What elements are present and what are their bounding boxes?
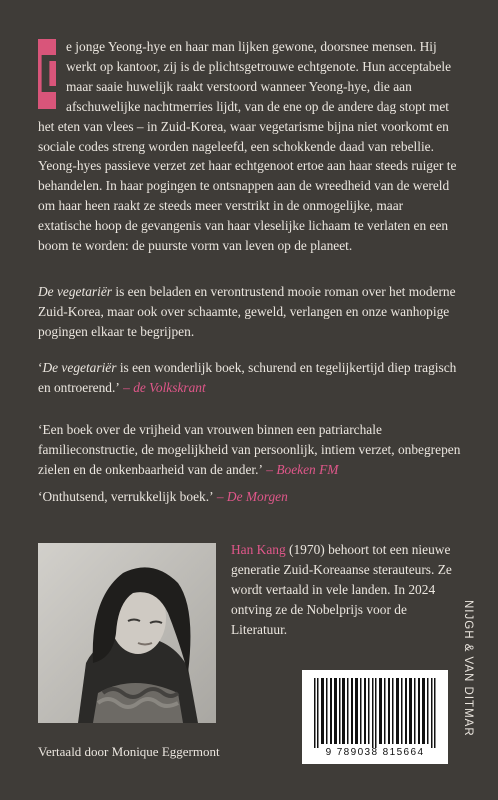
author-bio [231,540,466,640]
author-photo [38,543,216,723]
quote-open-mark: ‘ [38,360,43,375]
review-quote-1 [38,358,468,398]
summary-paragraph [38,282,458,342]
translator-credit: Vertaald door Monique Eggermont [38,744,220,759]
quote-text: ‘Een boek over de vrijheid van vrouwen binnen een patriarchale familieconstructie, de mogelijkheid van persoonlijk, intiem verzet, onbegrepen zielen en de onkenbaarheid van de ander.’ [38,422,461,477]
author-bio-text: (1970) behoort tot een nieuwe generatie Zuid-Koreaanse sterauteurs. Ze wordt vertaald in vele landen. In 2024 ontving ze de Nobelprijs voor de Literatuur. [231,542,452,637]
quote-text: ‘Onthutsend, verrukkelijk boek.’ [38,489,214,504]
drop-cap: D [38,39,56,109]
quote-book-title: De vegetariër [42,360,117,375]
quote-text: is een wonderlijk boek, schurend en tegelijkertijd diep tragisch en ontroerend.’ [38,360,457,395]
review-quote-3 [38,487,468,507]
isbn-barcode [302,670,448,764]
summary-text: is een beladen en verontrustend mooie roman over het moderne Zuid-Korea, maar ook over schaamte, geweld, verlangen en onze wanhopige pogingen elkaar te begrijpen. [38,284,456,339]
blurb-text: e jonge Yeong-hye en haar man lijken gewone, doorsnee mensen. Hij werkt op kantoor, zij is de plichtsgetrouwe echtgenote. Hun acceptabele maar saaie huwelijk raakt verstoord wanneer Yeong-hye, die aan afschuwelijke nachtmerries lijdt, van de ene op de andere dag stopt met het eten van vlees – in Zuid-Korea, waar vegetarisme bijna niet voorkomt en sociale codes streng worden nageleefd, een schokkende daad van rebellie. Yeong-hyes passieve verzet zet haar echtgenoot ertoe aan haar steeds ruiger te behandelen. In haar pogingen te ontsnappen aan de wreedheid van de wereld om haar heen raakt ze steeds meer verstrikt in de onmogelijke, maar extatische hoop de gevangenis van haar vleselijke lichaam te verlaten en een boom te worden: de puurste vorm van leven op de planeet. [38,39,457,254]
author-portrait-image [38,543,216,723]
isbn-number: 9 789038 815664 [325,747,425,758]
quote-source: – De Morgen [213,489,288,504]
publisher-name: NIJGH & VAN DITMAR [462,600,474,737]
summary-book-title: De vegetariër [38,284,112,299]
author-name: Han Kang [231,542,286,557]
quote-source: – de Volkskrant [119,379,206,395]
review-quote-2 [38,420,468,480]
quote-source: – Boeken FM [262,461,339,477]
blurb-paragraph [38,37,458,256]
